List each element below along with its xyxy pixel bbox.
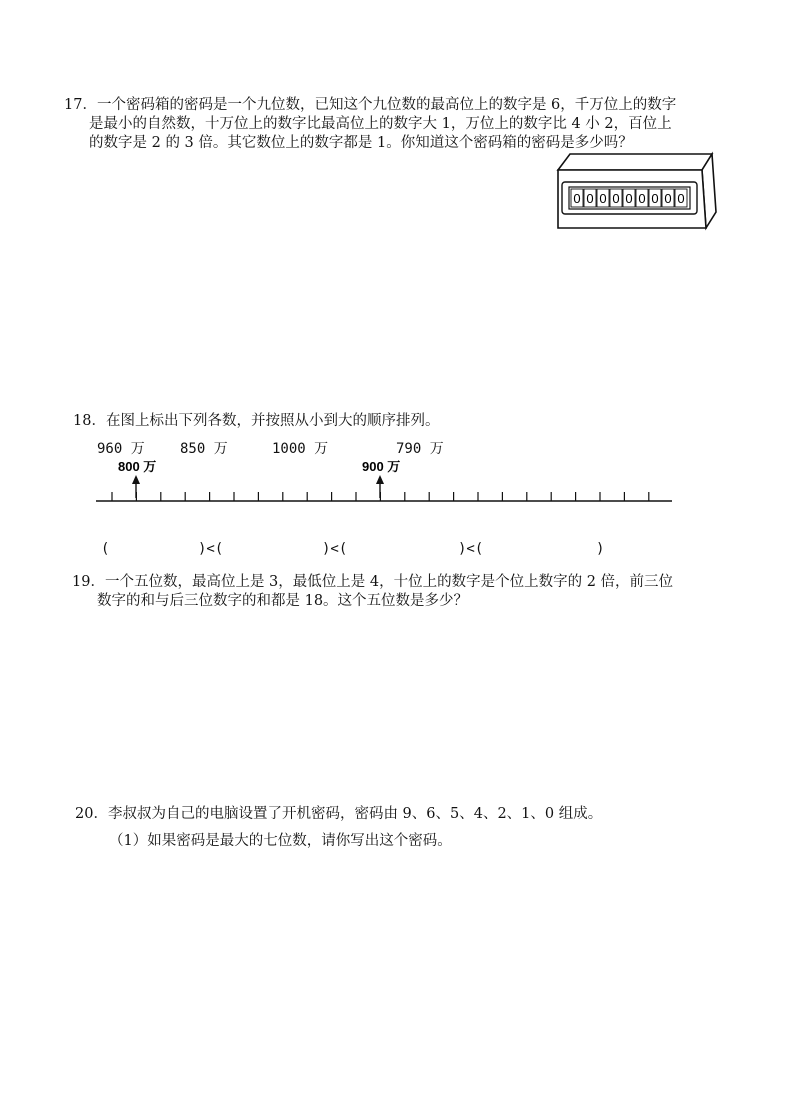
question-17-line-1: 17．一个密码箱的密码是一个九位数，已知这个九位数的最高位上的数字是 6，千万位上的数字 [64,97,677,113]
question-20: 20．李叔叔为自己的电脑设置了开机密码，密码由 9、6、5、4、2、1、0 组成。 [75,806,603,822]
question-17 [64,96,676,153]
less-than-1: )<( [198,541,224,557]
digit-wheel-value: 0 [651,191,659,206]
digit-wheel-value: 0 [586,191,594,206]
question-17-line-2: 是最小的自然数，十万位上的数字比最高位上的数字大 1，万位上的数字比 4 小 2，百位上 [89,116,672,132]
less-than-3: )<( [458,541,484,557]
question-19-line-1: 19．一个五位数，最高位上是 3，最低位上是 4，十位上的数字是个位上数字的 2 倍，前三位 [72,574,674,590]
digit-wheel-value: 0 [638,191,646,206]
number-item: 850 万 [180,441,228,457]
question-17-line-3: 的数字是 2 的 3 倍。其它数位上的数字都是 1。你知道这个密码箱的密码是多少吗？ [89,135,633,151]
arrow-800-head [132,475,140,484]
question-19 [72,573,673,611]
ordering-blanks [0,541,793,561]
number-line [90,455,680,510]
digit-wheel-value: 0 [625,191,633,206]
question-20-part-1: （1）如果密码是最大的七位数，请你写出这个密码。 [109,833,452,849]
digit-wheel-value: 0 [599,191,607,206]
arrow-900-head [376,475,384,484]
marker-900-label: 900 万 [362,459,401,474]
digit-wheel-value: 0 [612,191,620,206]
blank-open: ( [101,541,110,557]
question-19-line-2: 数字的和与后三位数字的和都是 18。这个五位数是多少？ [97,593,469,609]
number-item: 960 万 [97,441,145,457]
lock-digit-wheels [571,189,687,207]
marker-800-label: 800 万 [118,459,157,474]
digit-wheel-value: 0 [573,191,581,206]
digit-wheel-value: 0 [664,191,672,206]
blank-close: ) [596,541,605,557]
number-item: 1000 万 [272,441,329,457]
combination-lock-box-illustration [552,150,722,232]
less-than-2: )<( [322,541,348,557]
number-item: 790 万 [396,441,444,457]
question-18: 18．在图上标出下列各数，并按照从小到大的顺序排列。 [73,413,440,429]
digit-wheel-value: 0 [677,191,685,206]
number-line-ticks [112,492,649,501]
